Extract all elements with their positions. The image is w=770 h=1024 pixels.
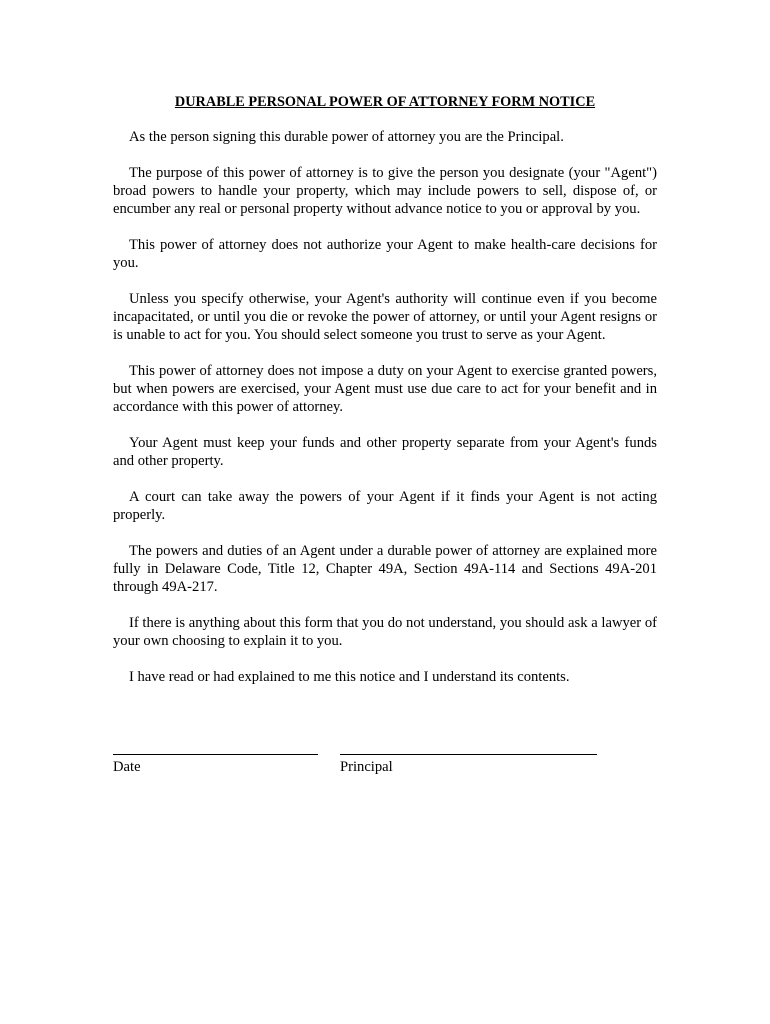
date-label: Date — [113, 759, 141, 775]
paragraph-health-care: This power of attorney does not authorize your Agent to make health-care decisions for you. — [113, 237, 657, 271]
paragraph-principal-intro: As the person signing this durable power of attorney you are the Principal. — [129, 129, 564, 145]
paragraph-agent-authority: Unless you specify otherwise, your Agent's authority will continue even if you become incapacitated, or until you die or revoke the power of attorney, or until your Agent resigns or is unable to act for you. You should select someone you trust to serve as your Agent. — [113, 291, 657, 343]
paragraph-duty-of-care: This power of attorney does not impose a duty on your Agent to exercise granted powers, but when powers are exercised, your Agent must use due care to act for your benefit and in accordance with this power of attorney. — [113, 363, 657, 415]
date-signature-block — [113, 737, 318, 776]
paragraph-delaware-code: The powers and duties of an Agent under a durable power of attorney are explained more fully in Delaware Code, Title 12, Chapter 49A, Section 49A-114 and Sections 49A-201 through 49A-217. — [113, 543, 657, 595]
signature-row — [113, 737, 657, 787]
principal-signature-line[interactable] — [340, 737, 597, 755]
principal-label: Principal — [340, 759, 393, 775]
paragraph-purpose: The purpose of this power of attorney is to give the person you designate (your "Agent") broad powers to handle your property, which may include powers to sell, dispose of, or encumber any real or personal property without advance notice to you or approval by you. — [113, 165, 657, 217]
paragraph-ask-lawyer: If there is anything about this form that you do not understand, you should ask a lawyer of your own choosing to explain it to you. — [113, 615, 657, 649]
paragraph-court-removal: A court can take away the powers of your Agent if it finds your Agent is not acting properly. — [113, 489, 657, 523]
document-title: DURABLE PERSONAL POWER OF ATTORNEY FORM NOTICE — [174, 94, 596, 110]
paragraph-acknowledgement: I have read or had explained to me this notice and I understand its contents. — [129, 669, 570, 685]
document-body — [113, 93, 657, 704]
paragraph-separate-property: Your Agent must keep your funds and other property separate from your Agent's funds and other property. — [113, 435, 657, 469]
principal-signature-block — [340, 737, 597, 776]
date-signature-line[interactable] — [113, 737, 318, 755]
